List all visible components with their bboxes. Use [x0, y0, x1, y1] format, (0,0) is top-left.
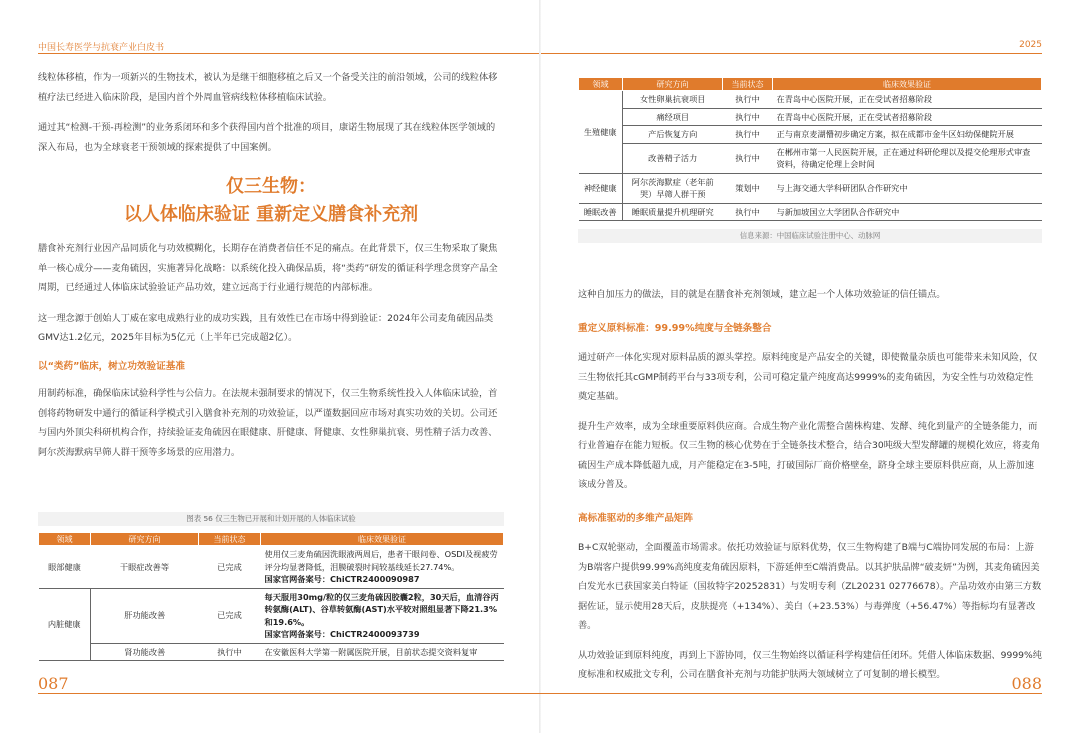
table-cell: 睡眠质量提升机理研究	[623, 203, 723, 221]
table-cell: 眼部健康	[39, 546, 91, 589]
column-header: 当前状态	[199, 533, 261, 546]
table-cell: 已完成	[199, 588, 261, 643]
paragraph: 提升生产效率，成为全球重要原料供应商。合成生物产业化需整合菌株构建、发酵、纯化到量产的全链条能力，而行业普遍存在能力短板。仅三生物的核心优势在于全链条技术整合，结合30吨级大型发酵罐的规模化效应，将麦角硫因生产成本降低超九成，月产能稳定在3-5吨，打破国际厂商价格壁垒，跻身全球主要原料供应商，从上游加速该成分普及。	[578, 420, 1040, 490]
column-header: 研究方向	[623, 78, 723, 91]
result-text: 使用仅三麦角硫因洗眼液两周后，患者干眼问卷、OSDI及视疲劳评分均显著降低，泪膜破裂时间较基线延长27.74%。	[264, 549, 498, 572]
table-cell: 神经健康	[579, 173, 623, 203]
paragraph: 这种自加压力的做法，目的就是在膳食补充剂领域，建立起一个人体功效验证的信任锚点。	[578, 289, 946, 300]
table-cell: 执行中	[723, 91, 773, 109]
table-row	[39, 546, 504, 589]
table-cell: 睡眠改善	[579, 203, 623, 221]
result-text: 每天服用30mg/粒的仅三麦角硫因胶囊2粒，30天后，血清谷丙转氨酶(ALT)、谷草转氨酶(AST)水平较对照组显著下降21.3%和19.6%。	[264, 591, 499, 627]
table-cell: 阿尔茨海默症（老年前哭）早筛人群干预	[623, 173, 723, 203]
paragraph: 通过研产一体化实现对原料品质的源头掌控。原料纯度是产品安全的关键，即使微量杂质也可能带来未知风险，仅三生物依托其cGMP制药平台与33项专利，公司可稳定量产纯度高达9999%的麦角硫因，为安全性与功效稳定性奠定基础。	[578, 352, 1038, 402]
table-row	[579, 126, 1042, 144]
left-page-content	[38, 68, 504, 462]
figure-caption: 图表 56 仅三生物已开展和计划开展的人体临床试验	[38, 512, 504, 526]
table-row	[579, 203, 1042, 221]
table-cell: 策划中	[723, 173, 773, 203]
table-cell: 肾功能改善	[91, 643, 199, 661]
table-cell: 肝功能改善	[91, 588, 199, 643]
table-cell: 已完成	[199, 546, 261, 589]
paragraph: 线粒体移植，作为一项新兴的生物技术，被认为是继干细胞移植之后又一个备受关注的前沿领域，公司的线粒体移植疗法已经进入临床阶段，是国内首个外周血管病线粒体移植临床试验。	[38, 72, 498, 103]
table-cell: 执行中	[199, 643, 261, 661]
page-number-left: 087	[38, 674, 69, 693]
column-header: 临床效果验证	[261, 533, 504, 546]
page-number-right: 088	[1011, 674, 1042, 693]
table-cell: 在安徽医科大学第一附属医院开展，目前状态提交资料复审	[261, 643, 504, 661]
table-cell: 执行中	[723, 143, 773, 173]
table-cell: 在青岛中心医院开展，正在受试者招募阶段	[773, 108, 1042, 126]
table-cell: 与上海交通大学科研团队合作研究中	[773, 173, 1042, 203]
table-cell: 执行中	[723, 126, 773, 144]
left-table-block	[38, 512, 504, 661]
column-header: 研究方向	[91, 533, 199, 546]
header-year: 2025	[1019, 40, 1042, 50]
paragraph: 这一理念源于创始人丁威在家电成熟行业的成功实践，且有效性已在市场中得到验证：2024年公司麦角硫因品类GMV达1.2亿元，2025年目标为5亿元（上半年已完成超2亿）。	[38, 312, 494, 343]
table-cell: 执行中	[723, 203, 773, 221]
table-cell: 在郴州市第一人民医院开展，正在通过科研伦理以及提交伦理形式审查资料，待确定伦理上会时间	[773, 143, 1042, 173]
table-cell: 痛经项目	[623, 108, 723, 126]
column-header: 领域	[39, 533, 91, 546]
paragraph: B+C双轮驱动，全面覆盖市场需求。依托功效验证与原料优势，仅三生物构建了B端与C端协同发展的布局：上游为B端客户提供99.99%高纯度麦角硫因原料，下游延伸至C端消费品。以其护肤品牌“破麦妍”为例，其麦角硫因美白发光水已获国家美白特证（国妆特字20252831）与发明专利（ZL20231 02776678）。产品功效亦由第三方数据佐证，显示使用28天后，皮肤提亮（+134%）、美白（+23.53%）与毒弹度（+56.47%）等指标均有显著改善。	[578, 542, 1042, 631]
registration-number: 国家官网备案号：ChiCTR2400093739	[264, 629, 420, 639]
table-header-row	[579, 78, 1042, 91]
table-cell: 产后恢复方向	[623, 126, 723, 144]
clinical-trials-table	[38, 532, 504, 661]
subheading: 以“类药”临床，树立功效验证基准	[38, 360, 185, 372]
table-row	[39, 588, 504, 643]
table-cell: 正与南京麦湖懵初步确定方案，拟在成都市金牛区妇幼保健院开展	[773, 126, 1042, 144]
section-title	[38, 173, 504, 229]
page-spine	[539, 0, 541, 733]
registration-number: 国家官网备案号：ChiCTR2400090987	[264, 574, 420, 584]
table-row	[579, 91, 1042, 109]
section-title-line1: 仅三生物：	[226, 176, 316, 197]
table-cell: 女性卵巢抗衰项目	[623, 91, 723, 109]
column-header: 临床效果验证	[773, 78, 1042, 91]
paragraph: 通过其“检测-干预-再检测”的业务系闭环和多个获得国内首个批准的项目，康诺生物展现了其在线粒体医学领域的深入布局，也为全球衰老干预领域的探索提供了中国案例。	[38, 122, 496, 153]
table-cell	[261, 588, 504, 643]
header-title: 中国长寿医学与抗衰产业白皮书	[38, 43, 165, 53]
subheading: 高标准驱动的多维产品矩阵	[578, 512, 694, 524]
clinical-trials-table-continued	[578, 77, 1042, 221]
paragraph: 膳食补充剂行业因产品同质化与功效模糊化，长期存在消费者信任不足的痛点。在此背景下，仅三生物采取了聚焦单一核心成分——麦角硫因，实施著异化战略：以系统化投入确保品质，将“类药”研发的循证科学理念贯穿产品全周期，已经通过人体临床试验验证产品功效，建立远高于行业通行规范的内部标准。	[38, 243, 498, 293]
column-header: 当前状态	[723, 78, 773, 91]
section-title-line2: 以人体临床验证 重新定义膳食补充剂	[123, 204, 419, 225]
table-row	[579, 143, 1042, 173]
paragraph: 用制药标准，确保临床试验科学性与公信力。在法规未强制要求的情况下，仅三生物系统性投入人体临床试验，首创将药物研发中通行的循证科学模式引入膳食补充剂的功效验证，以严谨数据回应市场对真实功效的关切。公司还与国内外顶尖科研机构合作，持续验证麦角硫因在眼健康、肝健康、肾健康、女性卵巢抗衰、男性精子活力改善、阿尔茨海默病早筛人群干预等多场景的应用潜力。	[38, 388, 498, 458]
source-note: 信息来源：中国临床试验注册中心、动脉网	[578, 229, 1042, 243]
column-header: 领域	[579, 78, 623, 91]
footer-divider	[38, 693, 1042, 694]
table-cell: 生殖健康	[579, 91, 623, 174]
table-cell: 改善精子活力	[623, 143, 723, 173]
table-row	[579, 108, 1042, 126]
paragraph: 从功效验证到原料纯度，再到上下游协同，仅三生物始终以循证科学构建信任闭环。凭借人体临床数据、9999%纯度标准和权威批文专利，公司在膳食补充剂与功能护肤两大领域树立了可复制的增长模型。	[578, 649, 1042, 680]
table-cell	[261, 546, 504, 589]
table-row	[579, 173, 1042, 203]
table-cell: 执行中	[723, 108, 773, 126]
table-cell: 内脏健康	[39, 588, 91, 661]
table-cell: 在青岛中心医院开展，正在受试者招募阶段	[773, 91, 1042, 109]
table-row	[39, 643, 504, 661]
table-cell: 干眼症改善等	[91, 546, 199, 589]
right-table-block	[578, 77, 1042, 243]
right-page-content	[578, 285, 1042, 685]
table-header-row	[39, 533, 504, 546]
subheading: 重定义原料标准：99.99%纯度与全链条整合	[578, 322, 772, 334]
table-cell: 与新加坡国立大学团队合作研究中	[773, 203, 1042, 221]
